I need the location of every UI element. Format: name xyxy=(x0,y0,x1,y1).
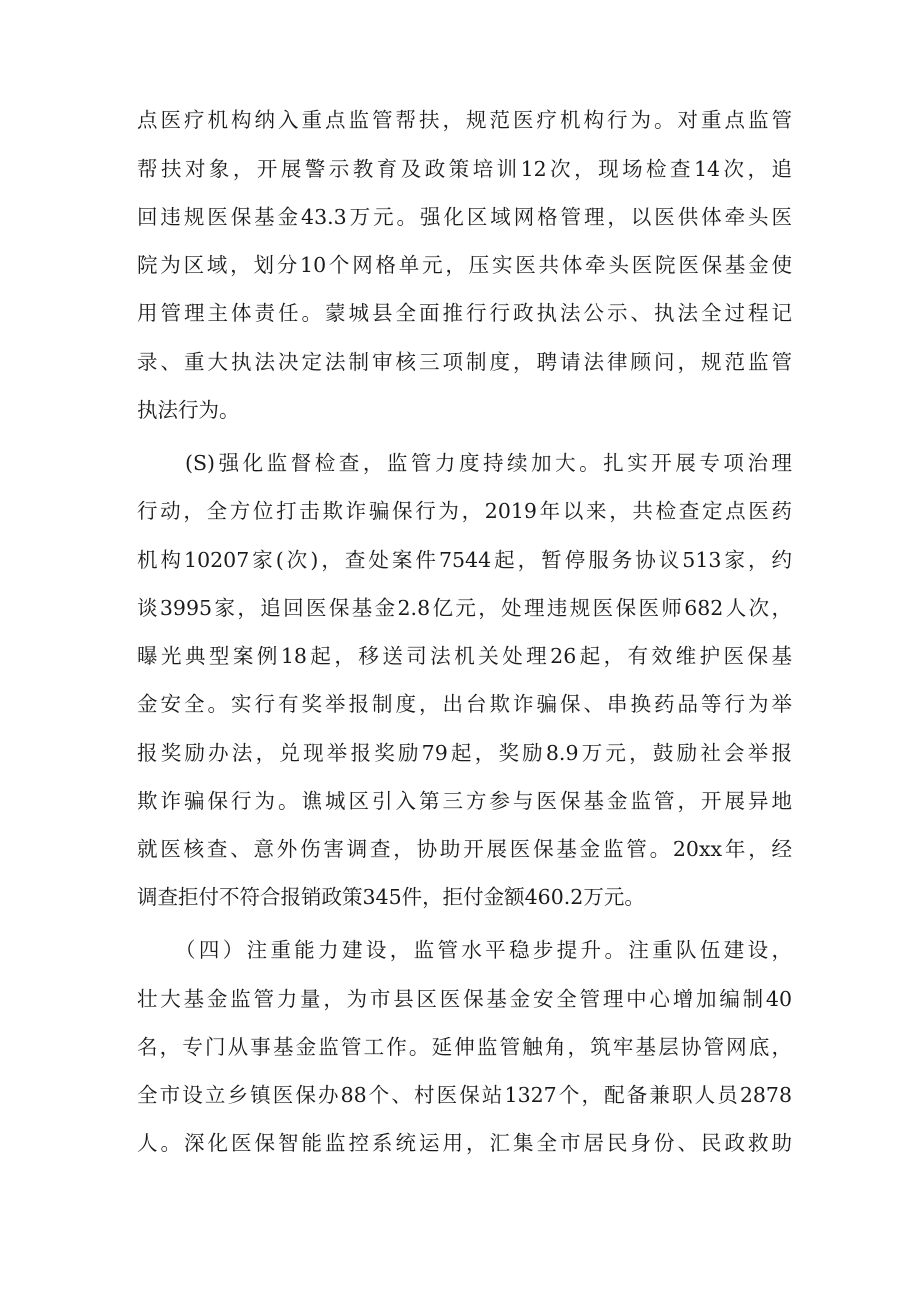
paragraph-start-line: （四）注重能力建设，监管水平稳步提升。注重队伍建设， xyxy=(175,938,792,962)
text-line: 执法行为。 xyxy=(137,398,240,422)
text-line: 就医核查、意外伤害调查，协助开展医保基金监管。20xx年，经 xyxy=(137,837,792,861)
text-line: 壮大基金监管力量，为市县区医保基金安全管理中心增加编制40 xyxy=(137,987,792,1011)
text-line: 欺诈骗保行为。谯城区引入第三方参与医保基金监管，开展异地 xyxy=(137,789,792,813)
text-line: 帮扶对象，开展警示教育及政策培训12次，现场检查14次，追 xyxy=(137,157,792,181)
text-line: 报奖励办法，兑现举报奖励79起，奖励8.9万元，鼓励社会举报 xyxy=(137,741,792,765)
text-line: 机构10207家(次)，查处案件7544起，暂停服务协议513家，约 xyxy=(137,548,792,572)
text-line: 金安全。实行有奖举报制度，出台欺诈骗保、串换药品等行为举 xyxy=(137,692,792,716)
text-line: 录、重大执法决定法制审核三项制度，聘请法律顾问，规范监管 xyxy=(137,350,792,374)
text-line: 调查拒付不符合报销政策345件，拒付金额460.2万元。 xyxy=(137,885,645,909)
text-line: 谈3995家，追回医保基金2.8亿元，处理违规医保医师682人次， xyxy=(137,596,792,620)
text-line: 全市设立乡镇医保办88个、村医保站1327个，配备兼职人员2878 xyxy=(137,1083,792,1107)
text-line: 点医疗机构纳入重点监管帮扶，规范医疗机构行为。对重点监管 xyxy=(137,108,792,132)
text-line: 名，专门从事基金监管工作。延伸监管触角，筑牢基层协管网底， xyxy=(137,1035,792,1059)
text-line: 院为区域，划分10个网格单元，压实医共体牵头医院医保基金使 xyxy=(137,253,792,277)
text-line: 回违规医保基金43.3万元。强化区域网格管理，以医供体牵头医 xyxy=(137,205,792,229)
paragraph-start-line: (S)强化监督检查，监管力度持续加大。扎实开展专项治理 xyxy=(185,451,792,475)
text-line: 人。深化医保智能监控系统运用，汇集全市居民身份、民政救助 xyxy=(137,1131,792,1155)
text-line: 曝光典型案例18起，移送司法机关处理26起，有效维护医保基 xyxy=(137,644,792,668)
text-line: 行动，全方位打击欺诈骗保行为，2019年以来，共检查定点医药 xyxy=(137,499,792,523)
text-line: 用管理主体责任。蒙城县全面推行行政执法公示、执法全过程记 xyxy=(137,301,792,325)
